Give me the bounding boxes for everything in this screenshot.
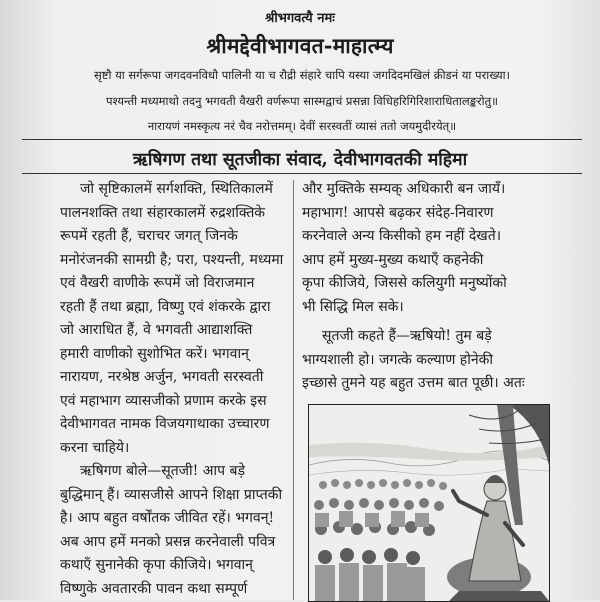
- left-line: करना चाहिये।: [60, 439, 130, 456]
- left-line: बुद्धिमान् हैं। व्यासजीसे आपने शिक्षा प्राप्तकी: [60, 486, 283, 503]
- left-line: हमारी वाणीको सुशोभित करें। भगवान्: [60, 345, 249, 362]
- left-line: मनोरंजनकी सामग्री है; परा, पश्यन्ती, मध्यमा: [60, 251, 284, 268]
- right-line: कृपा कीजिये, जिससे कलियुगी मनुष्योंको: [302, 275, 507, 291]
- illustration-drawing: [309, 405, 549, 601]
- verse-line-1: सृष्टौ या सर्गरूपा जगदवनविधौ पालिनी या च रौद्री संहारे चापि यस्या जगदिदमखिलं क्रीडनं या पराख्या।: [93, 68, 510, 82]
- right-line: इच्छासे तुमने यह बहुत उत्तम बात पूछी। अतः: [302, 375, 525, 391]
- left-line: नारायण, नरश्रेष्ठ अर्जुन, भगवती सरस्वती: [60, 369, 264, 385]
- right-line: भी सिद्धि मिल सके।: [302, 298, 404, 315]
- column-divider: [293, 180, 294, 600]
- verse-line-2: पश्यन्ती मध्यमाथो तदनु भगवती वैखरी वर्णरूपा सास्मद्वाचं प्रसन्ना विधिहरिगिरिशाराधितालङ्करोतु॥: [105, 94, 499, 108]
- sage-addressing-assembly-illustration: [308, 404, 550, 602]
- invocation-heading: श्रीभगवत्यै नमः: [265, 11, 335, 26]
- left-line: देवीभागवत नामक विजयगाथाका उच्चारण: [60, 416, 270, 432]
- section-rule: [22, 173, 582, 174]
- left-line: एवं महाभाग व्यासजीको प्रणाम करके इस: [60, 392, 267, 409]
- section-title: ऋषिगण तथा सूतजीका संवाद, देवीभागवतकी महिमा: [132, 150, 468, 170]
- right-line: महाभाग! आपसे बढ़कर संदेह-निवारण: [302, 204, 494, 221]
- verse-line-3: नारायणं नमस्कृत्य नरं चैव नरोत्तमम्। देवीं सरस्वतीं व्यासं ततो जयमुदीरयेत्॥: [147, 119, 457, 133]
- right-line: आप हमें मुख्य-मुख्य कथाएँ कहनेकी: [302, 251, 484, 268]
- left-line: पालनशक्ति तथा संहारकालमें रुद्रशक्तिके: [60, 204, 266, 221]
- left-line: कथाएँ सुनानेकी कृपा कीजिये। भगवान्: [60, 557, 253, 573]
- right-line: करनेवाले अन्य किसीको हम नहीं देखते।: [302, 228, 502, 244]
- right-line: भाग्यशाली हो। जगत्के कल्याण होनेकी: [302, 351, 493, 368]
- left-line: है। आप बहुत वर्षोंतक जीवित रहें। भगवन्!: [60, 510, 275, 526]
- left-line: एवं वैखरी वाणीके रूपमें जो विराजमान: [60, 275, 255, 291]
- left-line: अब आप हमें मनको प्रसन्न करनेवाली पवित्र: [60, 533, 276, 550]
- page-title: श्रीमद्देवीभागवत-माहात्म्य: [206, 33, 394, 58]
- right-line: और मुक्तिके सम्यक् अधिकारी बन जायँ।: [302, 181, 506, 197]
- left-line: जो सृष्टिकालमें सर्गशक्ति, स्थितिकालमें: [80, 181, 273, 197]
- right-column: [302, 178, 548, 396]
- left-line: विष्णुके अवतारकी पावन कथा सम्पूर्ण: [60, 580, 248, 597]
- left-line: रहती हैं तथा ब्रह्मा, विष्णु एवं शंकरके द्वारा: [60, 298, 271, 315]
- header-rule: [22, 139, 582, 140]
- left-line: रूपमें रहती हैं, चराचर जगत् जिनके: [60, 228, 238, 244]
- left-line: जो आराधित हैं, वे भगवती आद्याशक्ति: [60, 322, 253, 338]
- left-column: [60, 178, 286, 601]
- right-line: सूतजी कहते हैं—ऋषियो! तुम बड़े: [322, 328, 492, 344]
- left-line: ऋषिगण बोले—सूतजी! आप बड़े: [80, 463, 245, 479]
